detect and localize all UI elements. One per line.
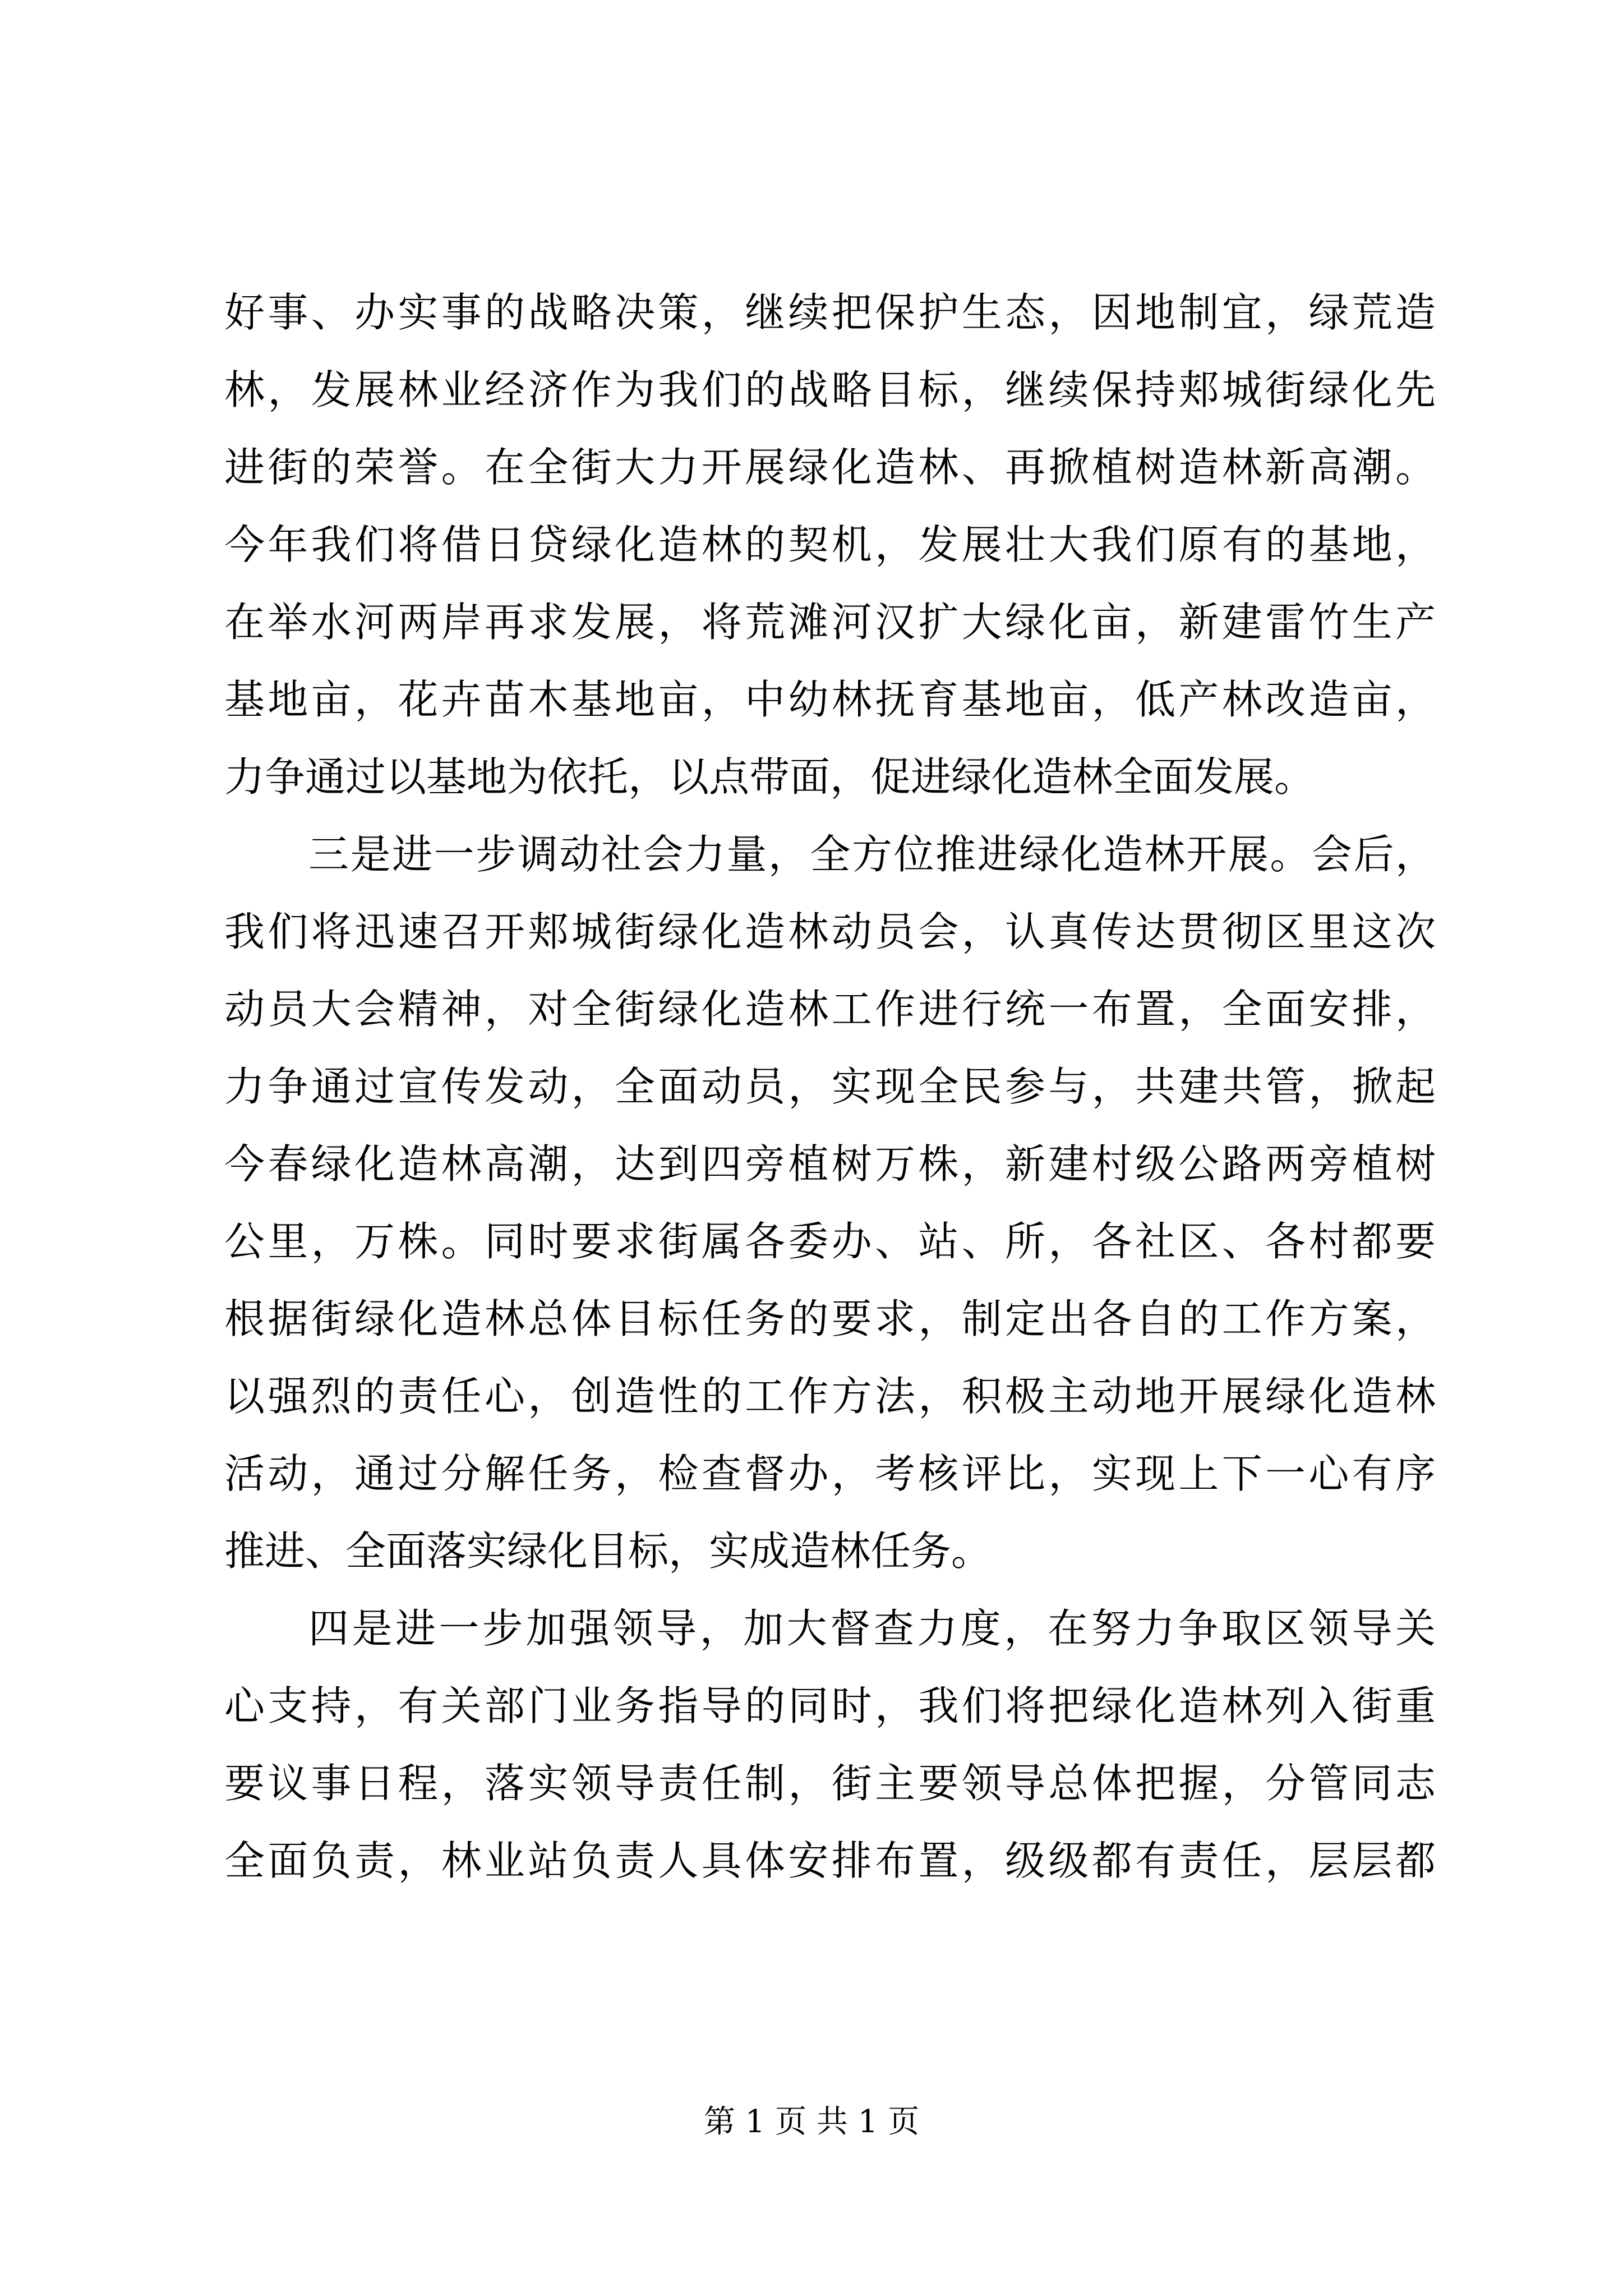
- text-line-9: 我们将迅速召开郏城街绿化造林动员会，认真传达贯彻区里这次: [224, 908, 1436, 955]
- text-line-13: 公里，万株。同时要求街属各委办、站、所，各社区、各村都要: [224, 1218, 1436, 1265]
- text-line-17: 推进、全面落实绿化目标，实成造林任务。: [224, 1527, 992, 1575]
- text-line-4: 今年我们将借日贷绿化造林的契机，发展壮大我们原有的基地，: [224, 521, 1436, 568]
- text-line-12: 今春绿化造林高潮，达到四旁植树万株，新建村级公路两旁植树: [224, 1140, 1436, 1188]
- text-line-3: 进街的荣誉。在全街大力开展绿化造林、再掀植树造林新高潮。: [224, 444, 1436, 491]
- text-line-7: 力争通过以基地为依托，以点带面，促进绿化造林全面发展。: [224, 753, 1315, 800]
- text-line-8: 三是进一步调动社会力量，全方位推进绿化造林开展。会后，: [308, 831, 1436, 878]
- text-line-2: 林，发展林业经济作为我们的战略目标，继续保持郏城街绿化先: [224, 366, 1436, 413]
- text-line-21: 全面负责，林业站负责人具体安排布置，级级都有责任，层层都: [224, 1837, 1436, 1884]
- text-line-16: 活动，通过分解任务，检查督办，考核评比，实现上下一心有序: [224, 1450, 1436, 1497]
- text-line-14: 根据街绿化造林总体目标任务的要求，制定出各自的工作方案，: [224, 1295, 1436, 1342]
- text-line-18: 四是进一步加强领导，加大督查力度，在努力争取区领导关: [308, 1605, 1436, 1652]
- text-line-11: 力争通过宣传发动，全面动员，实现全民参与，共建共管，掀起: [224, 1063, 1436, 1110]
- document-body: [224, 274, 1436, 1899]
- text-line-5: 在举水河两岸再求发展，将荒滩河汉扩大绿化亩，新建雷竹生产: [224, 599, 1436, 646]
- text-line-6: 基地亩，花卉苗木基地亩，中幼林抚育基地亩，低产林改造亩，: [224, 676, 1436, 723]
- text-line-19: 心支持，有关部门业务指导的同时，我们将把绿化造林列入街重: [224, 1682, 1436, 1729]
- text-line-20: 要议事日程，落实领导责任制，街主要领导总体把握，分管同志: [224, 1760, 1436, 1807]
- text-line-10: 动员大会精神，对全街绿化造林工作进行统一布置，全面安排，: [224, 986, 1436, 1033]
- text-line-15: 以强烈的责任心，创造性的工作方法，积极主动地开展绿化造林: [224, 1373, 1436, 1420]
- text-line-1: 好事、办实事的战略决策，继续把保护生态，因地制宜，绿荒造: [224, 289, 1436, 336]
- page-footer: 第 1 页 共 1 页: [703, 2104, 920, 2140]
